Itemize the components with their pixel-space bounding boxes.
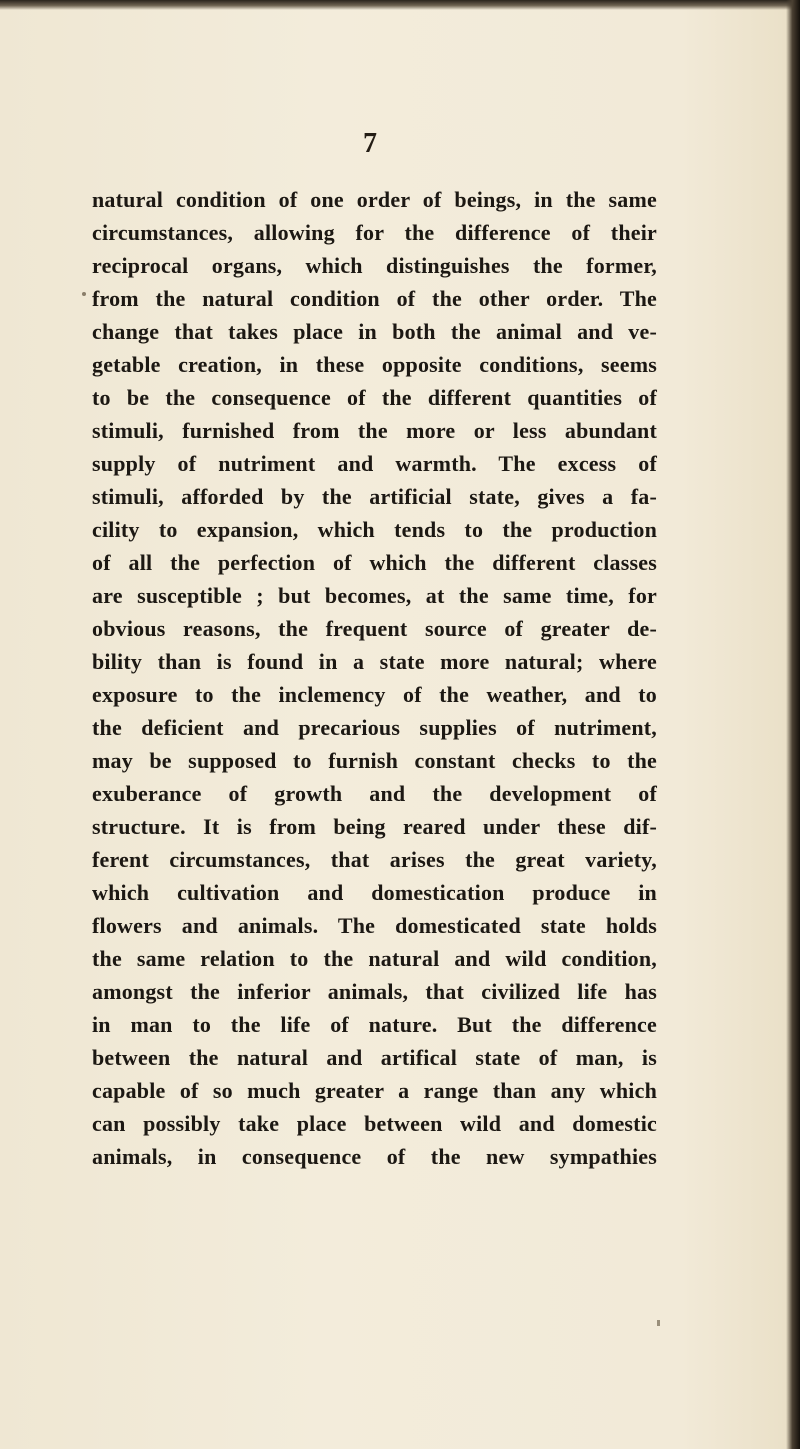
text-line: which cultivation and domestication produce in <box>92 880 657 905</box>
text-line: exuberance of growth and the development of <box>92 781 657 806</box>
text-line: from the natural condition of the other order. The <box>92 286 657 311</box>
text-line: structure. It is from being reared under these dif- <box>92 814 657 839</box>
text-line: may be supposed to furnish constant checks to the <box>92 748 657 773</box>
text-line: animals, in consequence of the new sympathies <box>92 1144 657 1169</box>
text-line: getable creation, in these opposite conditions, seems <box>92 352 657 377</box>
text-line: obvious reasons, the frequent source of greater de- <box>92 616 657 641</box>
text-line: can possibly take place between wild and domestic <box>92 1111 657 1136</box>
text-line: in man to the life of nature. But the difference <box>92 1012 657 1037</box>
text-line: the deficient and precarious supplies of nutriment, <box>92 715 657 740</box>
text-line: supply of nutriment and warmth. The excess of <box>92 451 657 476</box>
text-line: stimuli, afforded by the artificial state, gives a fa- <box>92 484 657 509</box>
text-line: exposure to the inclemency of the weather, and to <box>92 682 657 707</box>
text-line: ferent circumstances, that arises the great variety, <box>92 847 657 872</box>
text-line: are susceptible ; but becomes, at the same time, for <box>92 583 657 608</box>
text-line: natural condition of one order of beings, in the same <box>92 187 657 212</box>
text-line: the same relation to the natural and wild condition, <box>92 946 657 971</box>
text-line: stimuli, furnished from the more or less abundant <box>92 418 657 443</box>
text-line: change that takes place in both the animal and ve- <box>92 319 657 344</box>
page-binding-edge <box>786 0 800 1449</box>
text-line: between the natural and artifical state of man, is <box>92 1045 657 1070</box>
text-line: to be the consequence of the different quantities of <box>92 385 657 410</box>
text-line: bility than is found in a state more natural; where <box>92 649 657 674</box>
page-top-edge <box>0 0 800 10</box>
page-number: 7 <box>363 128 377 159</box>
text-line: circumstances, allowing for the difference of their <box>92 220 657 245</box>
body-text <box>92 183 657 1173</box>
foot-mark <box>657 1320 660 1326</box>
text-line: of all the perfection of which the different classes <box>92 550 657 575</box>
text-line: capable of so much greater a range than any which <box>92 1078 657 1103</box>
text-line: flowers and animals. The domesticated state holds <box>92 913 657 938</box>
margin-mark <box>82 292 86 296</box>
text-line: cility to expansion, which tends to the production <box>92 517 657 542</box>
text-line: amongst the inferior animals, that civilized life has <box>92 979 657 1004</box>
text-line: reciprocal organs, which distinguishes the former, <box>92 253 657 278</box>
